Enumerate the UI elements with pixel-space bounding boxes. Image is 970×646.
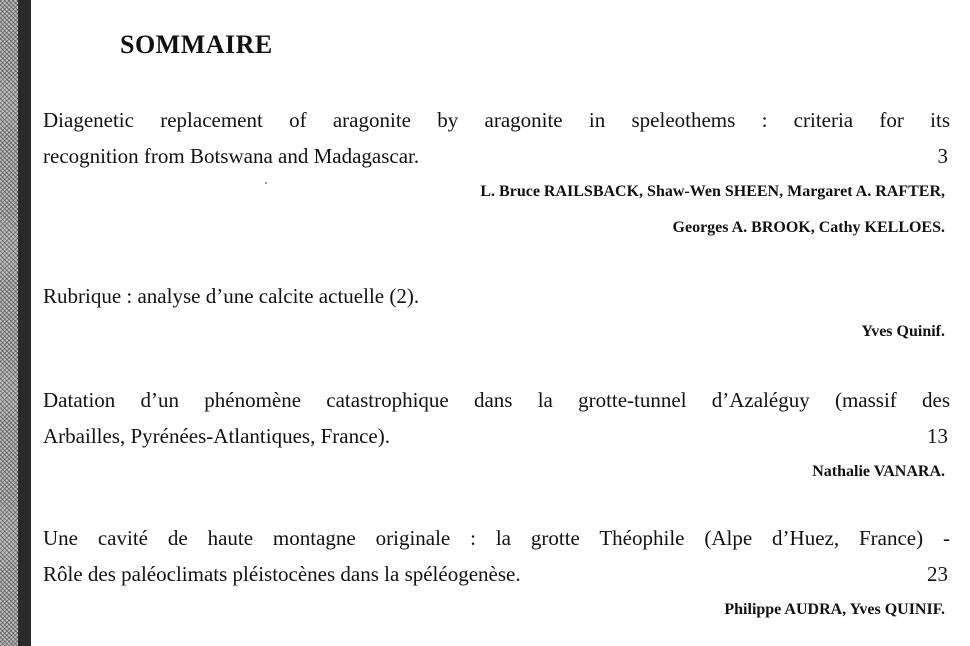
toc-entry-1-page-number: 3 <box>937 144 948 168</box>
toc-entry-4 <box>43 520 950 628</box>
toc-entry-1-title-part-2: recognition from Botswana and Madagascar. <box>43 144 420 168</box>
toc-entry-2-authors: Yves Quinif. <box>861 323 945 340</box>
toc-entry-1-title-line-1 <box>43 102 950 138</box>
toc-entry-4-title-part-1: Une cavité de haute montagne originale : la grotte Théophile (Alpe d’Huez, France) - <box>43 526 950 550</box>
toc-entry-3-authors: Nathalie VANARA. <box>812 463 945 480</box>
toc-entry-4-page-number: 23 <box>927 562 948 586</box>
binding-spine-pattern <box>0 0 18 646</box>
toc-entry-3-title-line-2 <box>43 418 950 454</box>
toc-entry-2 <box>43 278 950 350</box>
toc-entry-3-title-line-1 <box>43 382 950 418</box>
toc-entry-1-authors-line-2: Georges A. BROOK, Cathy KELLOES. <box>672 219 945 236</box>
scan-speck <box>265 182 267 184</box>
toc-entry-2-title: Rubrique : analyse d’une calcite actuelle (2). <box>43 284 420 308</box>
toc-entry-1-title-part-1: Diagenetic replacement of aragonite by aragonite in speleothems : criteria for its <box>43 108 950 132</box>
toc-entry-1-title-line-2 <box>43 138 950 174</box>
toc-entry-2-title-line-1 <box>43 278 950 314</box>
toc-entry-3-title-part-2: Arbailles, Pyrénées-Atlantiques, France). <box>43 424 390 448</box>
page-title: SOMMAIRE <box>120 30 273 59</box>
toc-entry-1-authors-line-1: L. Bruce RAILSBACK, Shaw-Wen SHEEN, Margaret A. RAFTER, <box>480 183 945 200</box>
toc-entry-4-title-part-2: Rôle des paléoclimats pléistocènes dans la spéléogenèse. <box>43 562 521 586</box>
toc-entry-4-title-line-2 <box>43 556 950 592</box>
binding-spine-edge <box>18 0 31 646</box>
toc-entry-4-title-line-1 <box>43 520 950 556</box>
toc-entry-3-title-part-1: Datation d’un phénomène catastrophique dans la grotte-tunnel d’Azaléguy (massif des <box>43 388 950 412</box>
toc-entry-3-page-number: 13 <box>927 424 948 448</box>
toc-entry-3 <box>43 382 950 490</box>
toc-entry-4-authors: Philippe AUDRA, Yves QUINIF. <box>724 601 945 618</box>
toc-entry-1 <box>43 102 950 246</box>
